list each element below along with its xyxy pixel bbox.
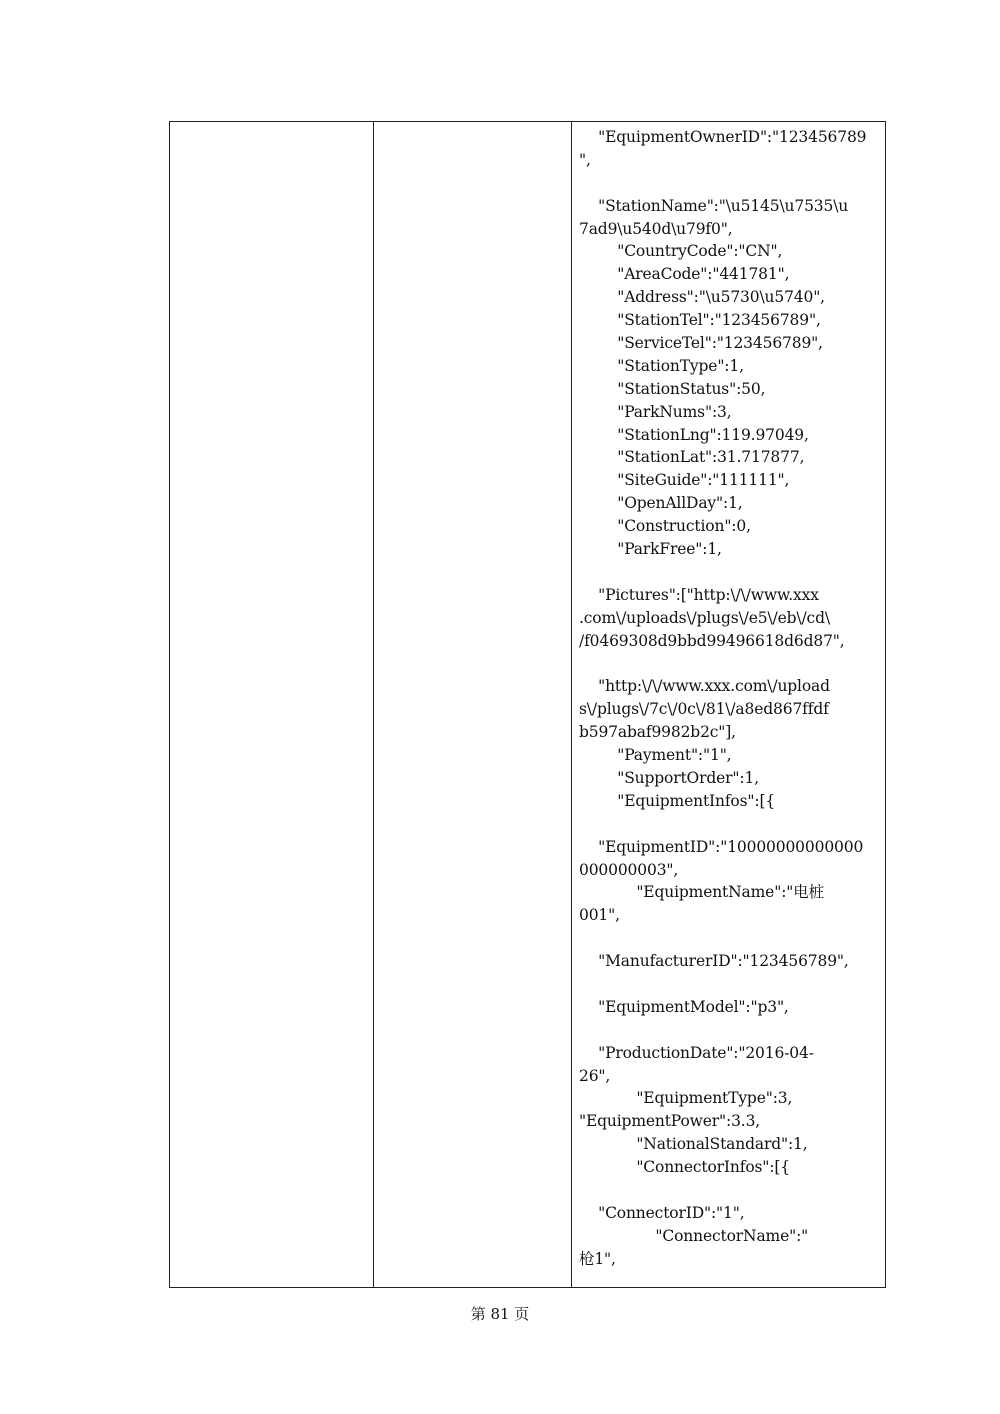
code-line: "Pictures":["http:\/\/www.xxx [579,585,819,604]
code-line: "StationLng":119.97049, [579,425,809,444]
code-line: "SupportOrder":1, [579,768,759,787]
code-line [579,973,884,996]
code-line [579,813,884,836]
code-line: "Payment":"1", [579,746,732,765]
code-line: s\/plugs\/7c\/0c\/81\/a8ed867ffdf [579,700,829,719]
code-line: /f0469308d9bbd99496618d6d87", [579,631,845,650]
code-line: "StationName":"\u5145\u7535\u [579,196,849,215]
code-line: "StationTel":"123456789", [579,311,821,330]
code-line: .com\/uploads\/plugs\/e5\/eb\/cd\ [579,608,830,627]
page-number: 第 81 页 [470,1305,530,1323]
code-line: "http:\/\/www.xxx.com\/upload [579,677,830,696]
code-line: "ConnectorID":"1", [579,1203,745,1222]
code-line: 001", [579,906,620,925]
code-line [579,172,884,195]
code-line: 000000003", [579,860,679,879]
code-line: "StationLat":31.717877, [579,448,805,467]
api-spec-table [169,121,886,1288]
code-line: "AreaCode":"441781", [579,265,790,284]
code-line: 26", [579,1066,611,1085]
code-line: "ParkNums":3, [579,402,732,421]
code-line: "EquipmentName":"电桩 [579,883,824,902]
code-line: "ProductionDate":"2016-04- [579,1043,814,1062]
code-line: "ConnectorInfos":[{ [579,1158,790,1177]
code-line: "EquipmentModel":"p3", [579,997,789,1016]
code-line: "StationStatus":50, [579,379,766,398]
code-line: 枪1", [579,1249,616,1268]
code-line: 7ad9\u540d\u79f0", [579,219,733,238]
column-divider-2 [571,122,572,1287]
code-line [579,652,884,675]
code-line: "ManufacturerID":"123456789", [579,952,849,971]
code-line: "NationalStandard":1, [579,1135,808,1154]
code-line [579,1019,884,1042]
code-line: "Construction":0, [579,517,751,536]
code-line: "EquipmentInfos":[{ [579,791,776,810]
column-divider-1 [373,122,374,1287]
code-line: "ParkFree":1, [579,540,722,559]
code-line [579,561,884,584]
code-line [579,927,884,950]
code-line: "EquipmentPower":3.3, [579,1112,761,1131]
code-line [579,1179,884,1202]
code-line: "ServiceTel":"123456789", [579,334,823,353]
code-line: "EquipmentID":"10000000000000 [579,837,864,856]
code-line: "StationType":1, [579,356,744,375]
code-line: "EquipmentOwnerID":"123456789 [579,128,867,146]
code-line: "ConnectorName":" [579,1226,809,1245]
code-line: b597abaf9982b2c"], [579,723,736,742]
code-line: ", [579,150,591,169]
code-line: "SiteGuide":"111111", [579,471,790,490]
code-line: "CountryCode":"CN", [579,242,783,261]
code-line: "Address":"\u5730\u5740", [579,288,825,307]
code-line: "OpenAllDay":1, [579,494,743,513]
json-example-cell [579,126,884,1271]
code-line: "EquipmentType":3, [579,1089,793,1108]
